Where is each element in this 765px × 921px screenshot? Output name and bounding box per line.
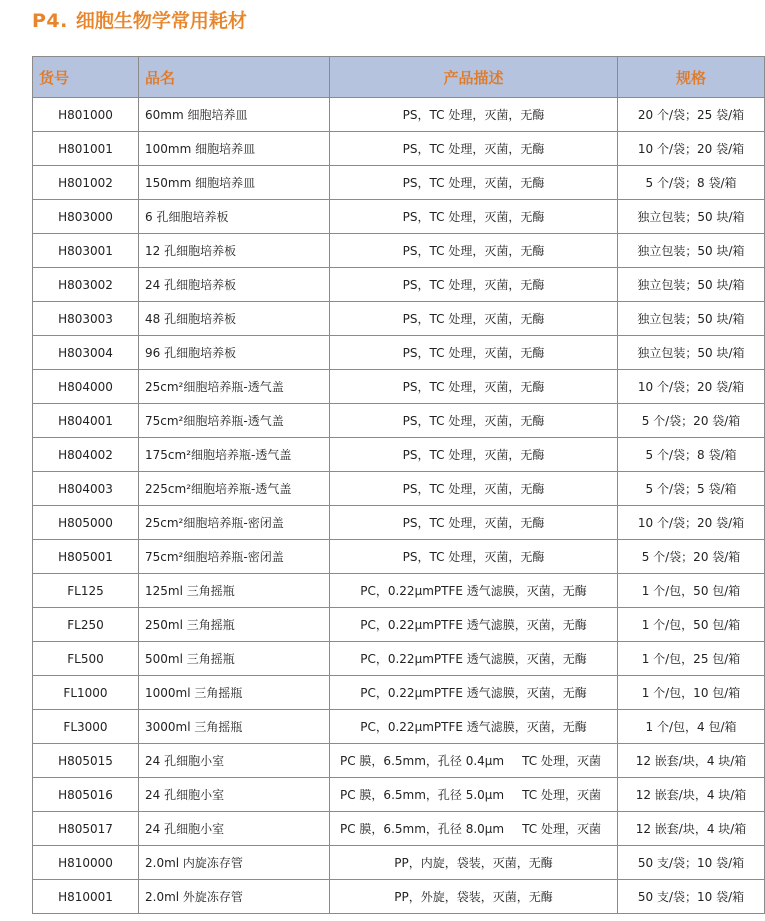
table-row xyxy=(33,778,765,812)
cell-description: PS，TC 处理，灭菌，无酶 xyxy=(330,200,618,234)
cell-specification: 12 嵌套/块，4 块/箱 xyxy=(618,744,765,778)
cell-name: 150mm 细胞培养皿 xyxy=(139,166,330,200)
table-row xyxy=(33,166,765,200)
cell-specification: 独立包装；50 块/箱 xyxy=(618,234,765,268)
cell-description: PS，TC 处理，灭菌，无酶 xyxy=(330,234,618,268)
table-row xyxy=(33,370,765,404)
cell-description-part2: TC 处理，灭菌 xyxy=(522,754,601,768)
cell-name: 250ml 三角摇瓶 xyxy=(139,608,330,642)
table-row xyxy=(33,336,765,370)
cell-description xyxy=(330,812,618,846)
cell-specification: 独立包装；50 块/箱 xyxy=(618,302,765,336)
cell-code: H804000 xyxy=(33,370,139,404)
cell-description-part2: TC 处理，灭菌 xyxy=(522,822,601,836)
cell-specification: 10 个/袋；20 袋/箱 xyxy=(618,506,765,540)
table-row xyxy=(33,642,765,676)
table-row xyxy=(33,302,765,336)
cell-name: 48 孔细胞培养板 xyxy=(139,302,330,336)
cell-specification: 20 个/袋；25 袋/箱 xyxy=(618,98,765,132)
header-description: 产品描述 xyxy=(330,57,618,98)
cell-code: H803002 xyxy=(33,268,139,302)
cell-description: PS，TC 处理，灭菌，无酶 xyxy=(330,336,618,370)
cell-code: FL1000 xyxy=(33,676,139,710)
cell-description: PS，TC 处理，灭菌，无酶 xyxy=(330,540,618,574)
section-title: 细胞生物学常用耗材 xyxy=(75,10,247,32)
cell-code: H801002 xyxy=(33,166,139,200)
cell-description: PS，TC 处理，灭菌，无酶 xyxy=(330,404,618,438)
cell-code: H810001 xyxy=(33,880,139,914)
cell-description: PS，TC 处理，灭菌，无酶 xyxy=(330,98,618,132)
cell-name: 225cm²细胞培养瓶-透气盖 xyxy=(139,472,330,506)
cell-name: 24 孔细胞小室 xyxy=(139,778,330,812)
cell-code: H803004 xyxy=(33,336,139,370)
cell-specification: 1 个/包，10 包/箱 xyxy=(618,676,765,710)
table-row xyxy=(33,846,765,880)
cell-description: PS，TC 处理，灭菌，无酶 xyxy=(330,166,618,200)
table-row xyxy=(33,710,765,744)
cell-specification: 10 个/袋；20 袋/箱 xyxy=(618,370,765,404)
cell-specification: 独立包装；50 块/箱 xyxy=(618,200,765,234)
cell-name: 3000ml 三角摇瓶 xyxy=(139,710,330,744)
header-name: 品名 xyxy=(139,57,330,98)
cell-name: 96 孔细胞培养板 xyxy=(139,336,330,370)
header-specification: 规格 xyxy=(618,57,765,98)
cell-code: H805017 xyxy=(33,812,139,846)
cell-code: FL3000 xyxy=(33,710,139,744)
cell-specification: 50 支/袋；10 袋/箱 xyxy=(618,880,765,914)
cell-description: PP，外旋，袋装，灭菌，无酶 xyxy=(330,880,618,914)
cell-description: PS，TC 处理，灭菌，无酶 xyxy=(330,370,618,404)
table-header-row xyxy=(33,57,765,98)
cell-name: 75cm²细胞培养瓶-密闭盖 xyxy=(139,540,330,574)
table-row xyxy=(33,540,765,574)
cell-code: H804001 xyxy=(33,404,139,438)
table-row xyxy=(33,404,765,438)
cell-code: H804003 xyxy=(33,472,139,506)
cell-description: PC，0.22μmPTFE 透气滤膜，灭菌，无酶 xyxy=(330,574,618,608)
cell-specification: 12 嵌套/块，4 块/箱 xyxy=(618,778,765,812)
cell-description xyxy=(330,778,618,812)
cell-code: FL250 xyxy=(33,608,139,642)
cell-name: 2.0ml 外旋冻存管 xyxy=(139,880,330,914)
cell-name: 6 孔细胞培养板 xyxy=(139,200,330,234)
table-row xyxy=(33,98,765,132)
cell-specification: 5 个/袋；20 袋/箱 xyxy=(618,404,765,438)
cell-specification: 10 个/袋；20 袋/箱 xyxy=(618,132,765,166)
cell-name: 12 孔细胞培养板 xyxy=(139,234,330,268)
table-row xyxy=(33,234,765,268)
cell-name: 2.0ml 内旋冻存管 xyxy=(139,846,330,880)
table-row xyxy=(33,472,765,506)
cell-name: 24 孔细胞培养板 xyxy=(139,268,330,302)
table-row xyxy=(33,200,765,234)
cell-name: 500ml 三角摇瓶 xyxy=(139,642,330,676)
table-body xyxy=(33,98,765,914)
cell-code: H804002 xyxy=(33,438,139,472)
cell-description: PS，TC 处理，灭菌，无酶 xyxy=(330,132,618,166)
cell-name: 125ml 三角摇瓶 xyxy=(139,574,330,608)
cell-code: H801001 xyxy=(33,132,139,166)
table-row xyxy=(33,132,765,166)
cell-specification: 5 个/袋；8 袋/箱 xyxy=(618,438,765,472)
cell-specification: 独立包装；50 块/箱 xyxy=(618,268,765,302)
cell-specification: 1 个/包，50 包/箱 xyxy=(618,608,765,642)
cell-specification: 5 个/袋；20 袋/箱 xyxy=(618,540,765,574)
cell-description xyxy=(330,744,618,778)
cell-code: H805016 xyxy=(33,778,139,812)
cell-description-part1: PC 膜，6.5mm，孔径 8.0μm xyxy=(340,822,505,836)
table-row xyxy=(33,574,765,608)
cell-description: PS，TC 处理，灭菌，无酶 xyxy=(330,506,618,540)
table-row xyxy=(33,676,765,710)
table-row xyxy=(33,438,765,472)
cell-code: H803003 xyxy=(33,302,139,336)
cell-name: 1000ml 三角摇瓶 xyxy=(139,676,330,710)
cell-specification: 50 支/袋；10 袋/箱 xyxy=(618,846,765,880)
cell-specification: 1 个/包，4 包/箱 xyxy=(618,710,765,744)
table-row xyxy=(33,744,765,778)
cell-specification: 1 个/包，25 包/箱 xyxy=(618,642,765,676)
table-row xyxy=(33,268,765,302)
cell-name: 25cm²细胞培养瓶-密闭盖 xyxy=(139,506,330,540)
cell-name: 75cm²细胞培养瓶-透气盖 xyxy=(139,404,330,438)
cell-name: 24 孔细胞小室 xyxy=(139,744,330,778)
cell-code: H803000 xyxy=(33,200,139,234)
cell-name: 175cm²细胞培养瓶-透气盖 xyxy=(139,438,330,472)
cell-name: 100mm 细胞培养皿 xyxy=(139,132,330,166)
cell-specification: 5 个/袋；8 袋/箱 xyxy=(618,166,765,200)
cell-description: PS，TC 处理，灭菌，无酶 xyxy=(330,302,618,336)
cell-code: H805001 xyxy=(33,540,139,574)
cell-specification: 1 个/包，50 包/箱 xyxy=(618,574,765,608)
cell-description: PS，TC 处理，灭菌，无酶 xyxy=(330,438,618,472)
cell-code: H803001 xyxy=(33,234,139,268)
cell-specification: 独立包装；50 块/箱 xyxy=(618,336,765,370)
table-row xyxy=(33,608,765,642)
cell-description: PC，0.22μmPTFE 透气滤膜，灭菌，无酶 xyxy=(330,676,618,710)
table-row xyxy=(33,812,765,846)
cell-specification: 5 个/袋；5 袋/箱 xyxy=(618,472,765,506)
cell-description: PC，0.22μmPTFE 透气滤膜，灭菌，无酶 xyxy=(330,608,618,642)
cell-description: PP，内旋，袋装，灭菌，无酶 xyxy=(330,846,618,880)
cell-code: H805000 xyxy=(33,506,139,540)
header-code: 货号 xyxy=(33,57,139,98)
product-table xyxy=(32,56,765,914)
table-row xyxy=(33,880,765,914)
cell-description-part1: PC 膜，6.5mm，孔径 0.4μm xyxy=(340,754,505,768)
cell-description: PC，0.22μmPTFE 透气滤膜，灭菌，无酶 xyxy=(330,710,618,744)
cell-code: H810000 xyxy=(33,846,139,880)
cell-name: 60mm 细胞培养皿 xyxy=(139,98,330,132)
cell-specification: 12 嵌套/块，4 块/箱 xyxy=(618,812,765,846)
cell-description: PC，0.22μmPTFE 透气滤膜，灭菌，无酶 xyxy=(330,642,618,676)
cell-name: 25cm²细胞培养瓶-透气盖 xyxy=(139,370,330,404)
section-code: P4. xyxy=(32,10,68,32)
page-title xyxy=(32,6,247,36)
cell-name: 24 孔细胞小室 xyxy=(139,812,330,846)
cell-code: FL500 xyxy=(33,642,139,676)
cell-code: H805015 xyxy=(33,744,139,778)
cell-code: H801000 xyxy=(33,98,139,132)
cell-description-part2: TC 处理，灭菌 xyxy=(522,788,601,802)
table-row xyxy=(33,506,765,540)
cell-description: PS，TC 处理，灭菌，无酶 xyxy=(330,472,618,506)
cell-code: FL125 xyxy=(33,574,139,608)
cell-description-part1: PC 膜，6.5mm，孔径 5.0μm xyxy=(340,788,505,802)
cell-description: PS，TC 处理，灭菌，无酶 xyxy=(330,268,618,302)
